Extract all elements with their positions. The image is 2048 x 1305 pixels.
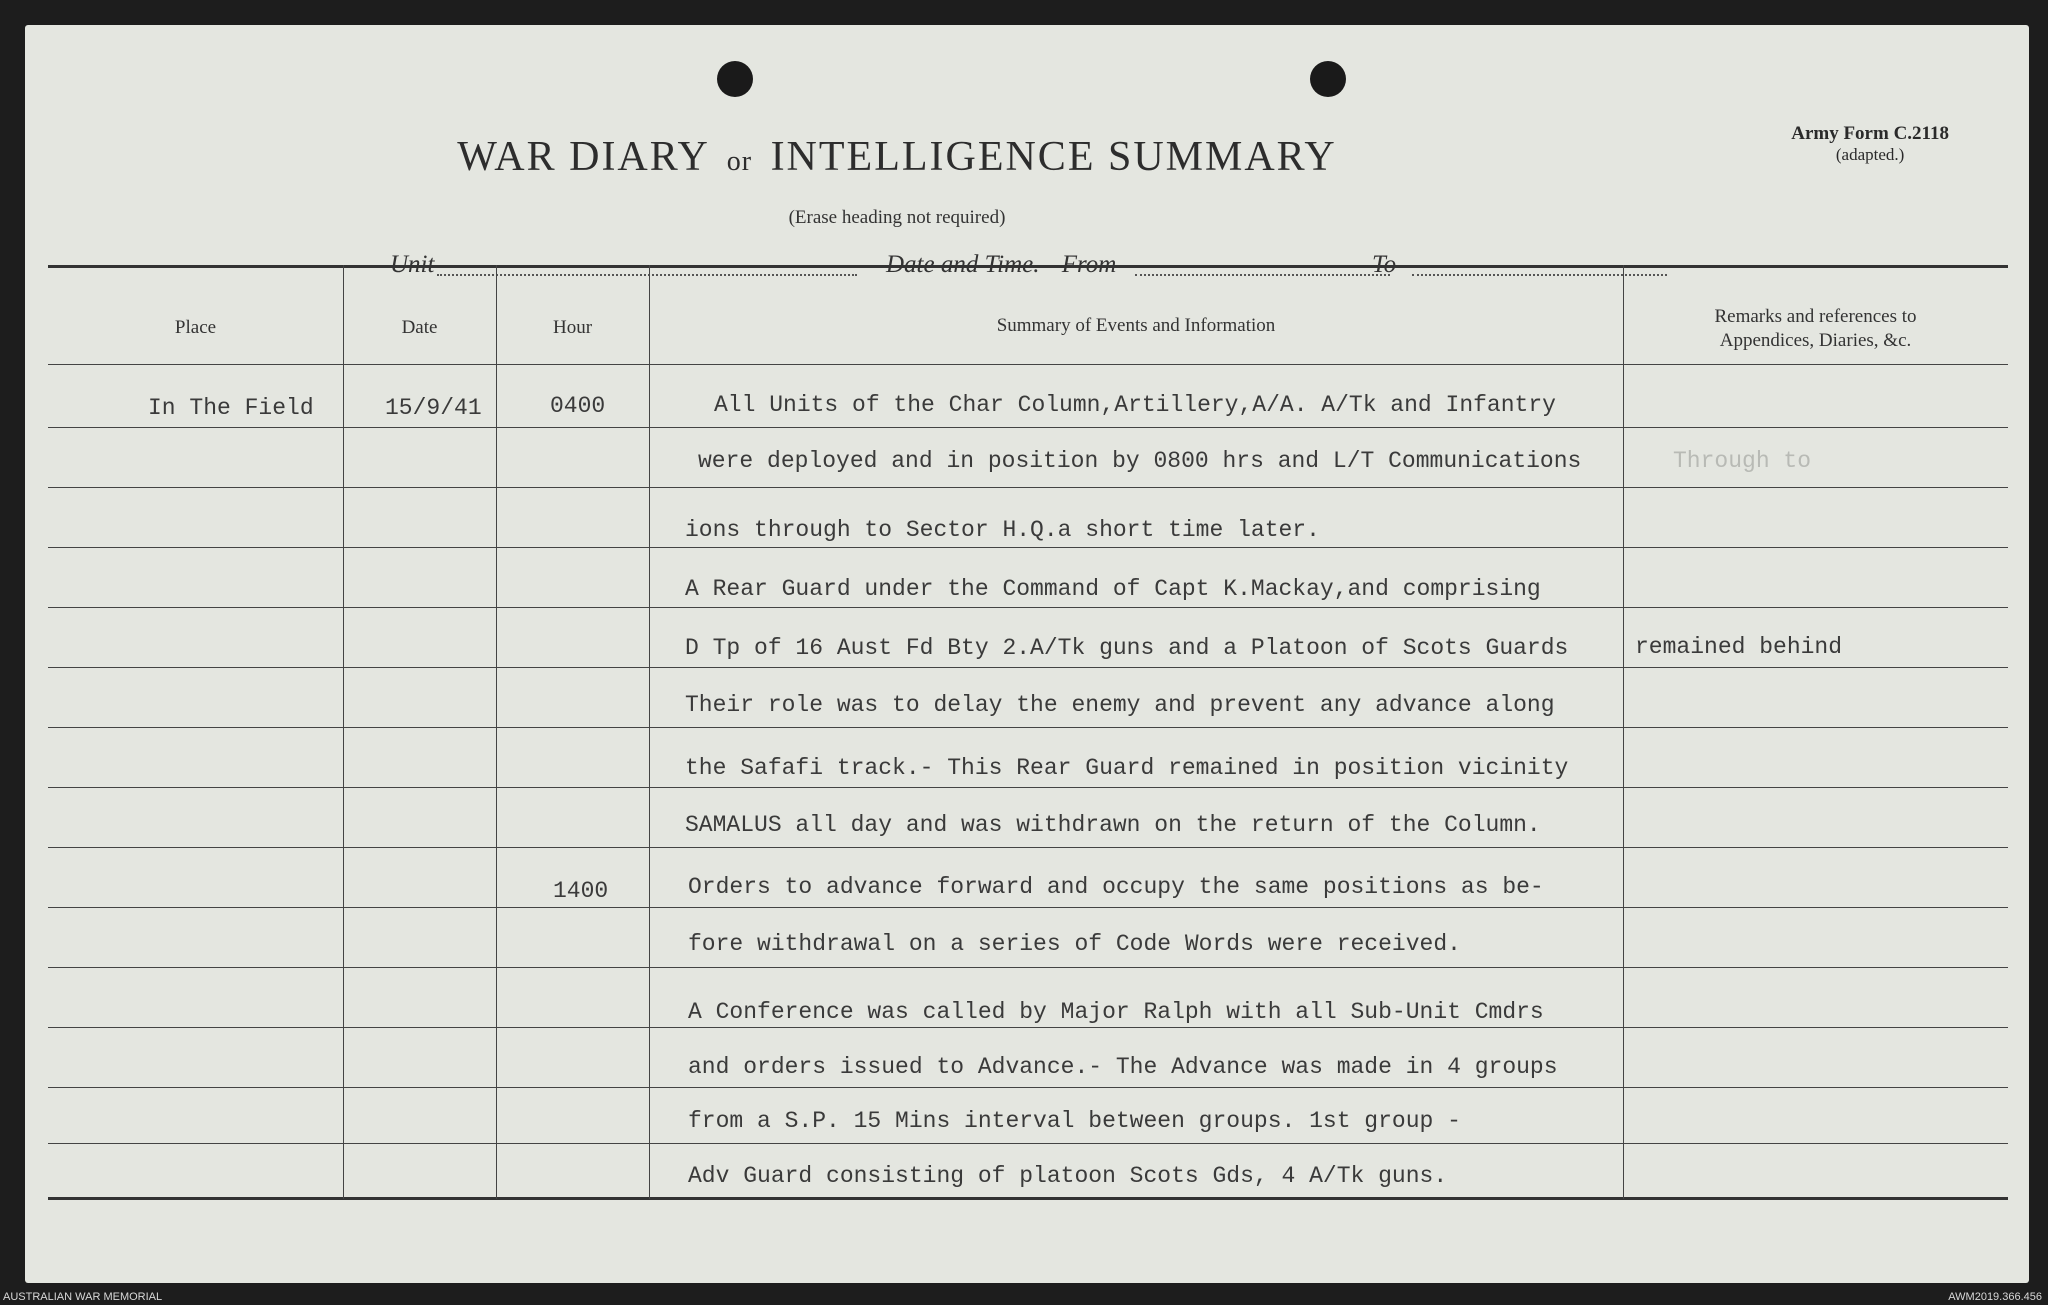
summary-line: ions through to Sector H.Q.a short time later. <box>685 517 1320 543</box>
column-header-date: Date <box>401 317 438 338</box>
title-main: WAR DIARY <box>457 134 709 180</box>
row-rule <box>48 1143 2008 1144</box>
summary-line: from a S.P. 15 Mins interval between groups. 1st group - <box>688 1108 1461 1134</box>
summary-line: A Conference was called by Major Ralph with all Sub-Unit Cmdrs <box>688 999 1544 1025</box>
summary-line: fore withdrawal on a series of Code Words were received. <box>688 931 1461 957</box>
summary-line: Their role was to delay the enemy and prevent any advance along <box>685 692 1555 718</box>
form-reference-number: Army Form C.2118 <box>1791 123 1949 144</box>
row-rule <box>48 727 2008 728</box>
summary-line: SAMALUS all day and was withdrawn on the return of the Column. <box>685 812 1541 838</box>
row-rule <box>48 907 2008 908</box>
row-rule <box>48 547 2008 548</box>
form-subtitle: (Erase heading not required) <box>788 207 1006 228</box>
column-divider <box>649 265 650 1199</box>
column-header-remarks <box>1623 305 2008 353</box>
column-header-summary: Summary of Events and Information <box>996 315 1276 336</box>
form-reference <box>1791 123 1949 165</box>
row-rule <box>48 667 2008 668</box>
summary-line: Adv Guard consisting of platoon Scots Gds, 4 A/Tk guns. <box>688 1163 1448 1189</box>
header-rule <box>48 364 2008 365</box>
row-rule <box>48 787 2008 788</box>
remark-erased: Through to <box>1673 448 1812 474</box>
row-rule <box>48 847 2008 848</box>
row-rule <box>48 1027 2008 1028</box>
entry-place: In The Field <box>148 395 314 421</box>
remarks-header-line-1: Remarks and references to <box>1714 306 1917 327</box>
archive-credit: AUSTRALIAN WAR MEMORIAL <box>3 1291 163 1303</box>
form-title <box>25 133 2029 181</box>
table-top-rule <box>48 265 2008 268</box>
title-end: INTELLIGENCE SUMMARY <box>770 134 1337 180</box>
title-or: or <box>726 146 753 177</box>
summary-line: A Rear Guard under the Command of Capt K.Mackay,and comprising <box>685 576 1541 602</box>
punch-hole-right <box>1310 61 1346 97</box>
remarks-header-line-2: Appendices, Diaries, &c. <box>1719 330 1912 351</box>
date-time-label: Date and Time.—From <box>886 251 1117 278</box>
punch-hole-left <box>717 61 753 97</box>
summary-line: were deployed and in position by 0800 hrs and L/T Communications <box>698 448 1582 474</box>
to-label: To <box>1372 251 1397 278</box>
row-rule <box>48 487 2008 488</box>
summary-line: and orders issued to Advance.- The Advance was made in 4 groups <box>688 1054 1558 1080</box>
form-reference-note: (adapted.) <box>1835 145 1905 164</box>
column-header-hour: Hour <box>552 317 593 338</box>
column-header-place: Place <box>174 317 217 338</box>
entry-date: 15/9/41 <box>385 395 482 421</box>
column-divider <box>343 265 344 1199</box>
summary-line: D Tp of 16 Aust Fd Bty 2.A/Tk guns and a Platoon of Scots Guards <box>685 635 1569 661</box>
table-bottom-rule <box>48 1197 2008 1200</box>
diary-table <box>48 265 2008 1205</box>
summary-line: All Units of the Char Column,Artillery,A/A. A/Tk and Infantry <box>714 392 1556 418</box>
row-rule <box>48 427 2008 428</box>
unit-label: Unit <box>390 251 435 278</box>
row-rule <box>48 1087 2008 1088</box>
entry-hour-1: 0400 <box>550 393 606 419</box>
diary-sheet <box>25 25 2029 1283</box>
row-rule <box>48 607 2008 608</box>
entry-hour-2: 1400 <box>553 878 609 904</box>
summary-line: the Safafi track.- This Rear Guard remained in position vicinity <box>685 755 1569 781</box>
summary-line: Orders to advance forward and occupy the same positions as be- <box>688 874 1544 900</box>
column-divider <box>1623 265 1624 1199</box>
column-divider <box>496 265 497 1199</box>
row-rule <box>48 967 2008 968</box>
remark-continuation: remained behind <box>1635 634 1843 660</box>
archive-reference: AWM2019.366.456 <box>1948 1291 2042 1303</box>
